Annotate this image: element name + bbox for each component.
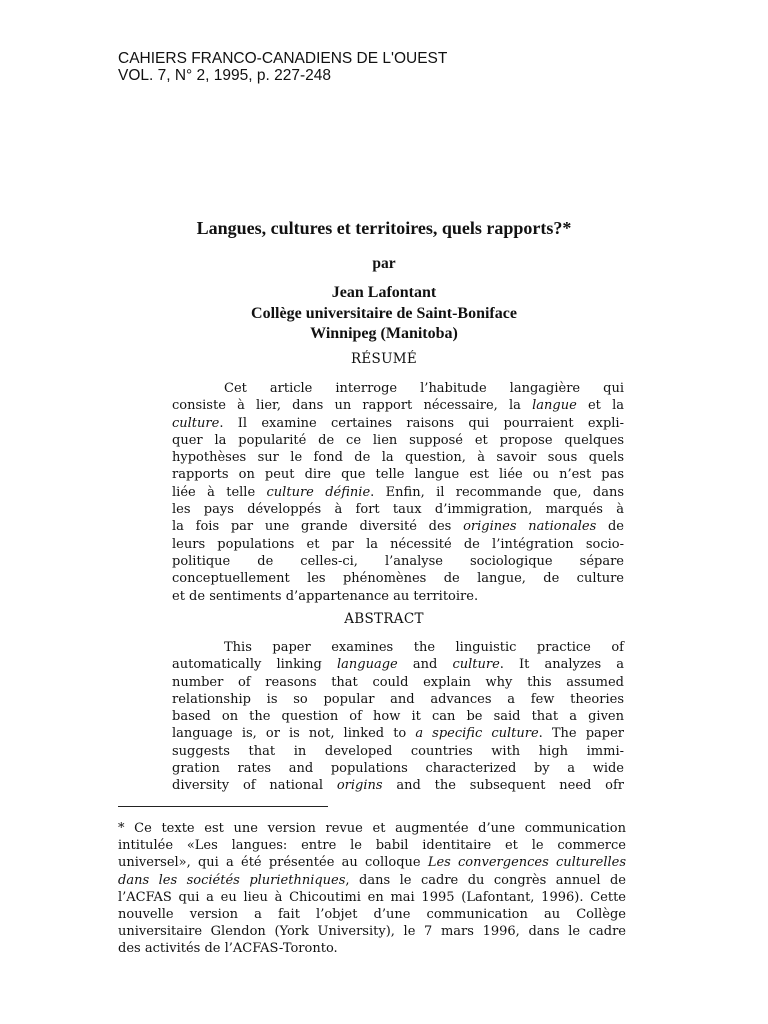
text-line: universel», qui a été présentée au colloque Les convergences culturelles	[118, 855, 626, 871]
text-line: et de sentiments d’appartenance au territoire.	[172, 588, 479, 604]
text-line: gration rates and populations characterized by a wide	[172, 761, 624, 777]
text-line: les pays développés à fort taux d’immigration, marqués à	[172, 502, 624, 518]
text-line: based on the question of how it can be said that a given	[172, 709, 624, 725]
text-line: suggests that in developed countries with high immi-	[172, 743, 624, 759]
text-line: nouvelle version a fait l’objet d’une communication au Collège	[118, 907, 626, 923]
text-line: l’ACFAS qui a eu lieu à Chicoutimi en mai 1995 (Lafontant, 1996). Cette	[118, 889, 626, 905]
text-line: la fois par une grande diversité des origines nationales de	[172, 519, 625, 535]
text-line: liée à telle culture définie. Enfin, il recommande que, dans	[172, 484, 624, 500]
italic-term: origines nationales	[463, 519, 597, 535]
resume-heading: RÉSUMÉ	[350, 351, 418, 367]
journal-name: CAHIERS FRANCO-CANADIENS DE L'OUEST	[118, 50, 448, 67]
resume-body	[172, 380, 624, 605]
text-line: leurs populations et par la nécessité de l’intégration socio-	[172, 536, 624, 552]
article-title: Langues, cultures et territoires, quels rapports?*	[196, 218, 572, 238]
abstract-heading: ABSTRACT	[344, 611, 424, 627]
text-line: dans les sociétés pluriethniques, dans le cadre du congrès annuel de	[118, 872, 626, 888]
italic-term: Les convergences culturelles	[427, 855, 626, 871]
text-line: hypothèses sur le fond de la question, à savoir sous quels	[172, 450, 624, 466]
text-line: Cet article interroge l’habitude langagière qui	[224, 381, 624, 396]
journal-header	[118, 50, 447, 84]
italic-term: langue	[532, 398, 577, 414]
text-line: conceptuellement les phénomènes de langue, de culture	[172, 571, 624, 587]
text-line: quer la popularité de ce lien supposé et propose quelques	[172, 432, 624, 448]
author-block	[0, 283, 768, 345]
text-line: relationship is so popular and advances a few theories	[172, 691, 624, 707]
text-line: number of reasons that could explain why this assumed	[172, 674, 624, 690]
byline: par	[372, 255, 396, 272]
italic-term: culture	[452, 657, 500, 673]
text-line: rapports on peut dire que telle langue est liée ou n’est pas	[172, 467, 624, 483]
text-line: intitulée «Les langues: entre le babil identitaire et le commerce	[118, 838, 626, 854]
author-location: Winnipeg (Manitoba)	[310, 325, 458, 342]
journal-volume: VOL. 7, N° 2, 1995, p. 227-248	[118, 67, 332, 84]
text-line: This paper examines the linguistic practice of	[224, 640, 624, 655]
italic-term: a specific culture	[415, 726, 539, 742]
author-name: Jean Lafontant	[331, 284, 437, 301]
author-affiliation: Collège universitaire de Saint-Boniface	[251, 304, 517, 322]
text-line: consiste à lier, dans un rapport nécessaire, la langue et la	[172, 398, 624, 414]
italic-term: culture	[172, 415, 220, 431]
italic-term: culture définie	[266, 484, 371, 500]
text-line: diversity of national origins and the subsequent need ofr	[172, 778, 625, 794]
abstract-body	[172, 639, 624, 795]
italic-term: dans les sociétés pluriethniques	[118, 872, 346, 888]
text-line: des activités de l’ACFAS-Toronto.	[118, 941, 338, 957]
text-line: universitaire Glendon (York University), le 7 mars 1996, dans le cadre	[118, 924, 626, 940]
text-line: language is, or is not, linked to a specific culture. The paper	[172, 726, 624, 742]
text-line: politique de celles-ci, l’analyse sociologique sépare	[172, 553, 624, 569]
footnote-divider	[118, 806, 328, 807]
footnote	[118, 820, 626, 958]
italic-term: language	[337, 657, 398, 673]
text-line: automatically linking language and culture. It analyzes a	[172, 657, 624, 673]
italic-term: origins	[336, 778, 383, 794]
text-line: culture. Il examine certaines raisons qui pourraient expli-	[172, 415, 624, 431]
text-line: * Ce texte est une version revue et augmentée d’une communication	[118, 821, 626, 836]
